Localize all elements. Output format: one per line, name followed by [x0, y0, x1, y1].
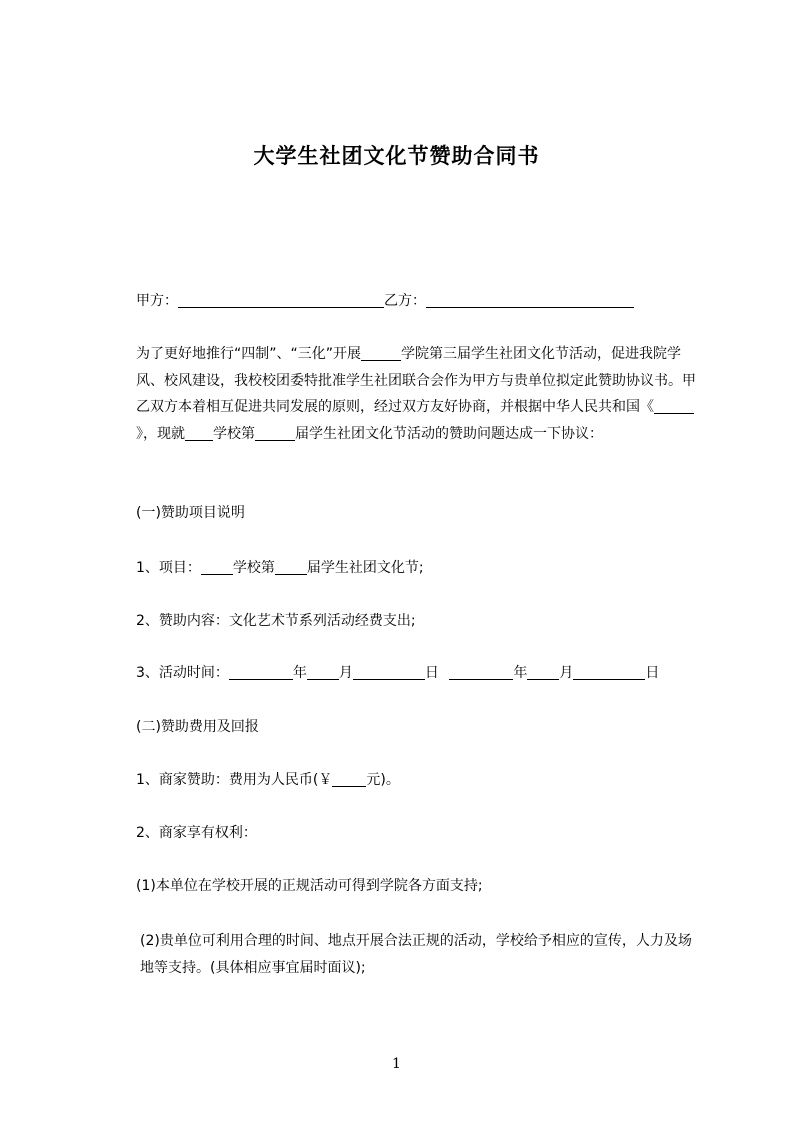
- sponsor-fee-label: 1、商家赞助：费用为人民币(￥: [136, 772, 333, 788]
- section1-item3: [136, 660, 659, 686]
- right-1: (1)本单位在学校开展的正规活动可得到学院各方面支持;: [136, 878, 483, 894]
- party-b-blank[interactable]: [426, 291, 634, 308]
- blank-start-month[interactable]: [307, 663, 339, 680]
- end-day-label: 日: [645, 665, 660, 681]
- start-day-label: 日: [424, 665, 439, 681]
- intro-text-3: 》，现就: [136, 425, 185, 442]
- blank-item-school[interactable]: [201, 558, 233, 575]
- intro-paragraph: [104, 341, 700, 447]
- intro-text-5: 届学生社团文化节活动的赞助问题达成一下协议：: [295, 425, 603, 442]
- end-month-label: 月: [559, 665, 574, 681]
- section1-item2: 2、赞助内容：文化艺术节系列活动经费支出;: [136, 613, 416, 629]
- blank-item-session[interactable]: [275, 558, 307, 575]
- party-a-blank[interactable]: [178, 291, 384, 308]
- blank-start-day[interactable]: [353, 663, 425, 680]
- section1-item1: [136, 555, 424, 581]
- blank-start-year[interactable]: [229, 663, 293, 680]
- intro-text-1: 为了更好地推行“四制”、“三化”开展: [136, 346, 362, 362]
- item1-text-c: 届学生社团文化节;: [306, 560, 424, 576]
- item1-label: 1、项目：: [136, 560, 201, 576]
- sponsor-fee-unit: 元)。: [366, 772, 400, 788]
- party-a-label: 甲方：: [136, 293, 178, 309]
- party-b-label: 乙方：: [384, 293, 426, 309]
- blank-amount[interactable]: [332, 770, 366, 787]
- start-year-label: 年: [292, 665, 307, 681]
- section2-heading: (二)赞助费用及回报: [136, 719, 259, 735]
- right-2: (2)贵单位可利用合理的时间、地点开展合法正规的活动，学校给予相应的宣传，人力及场地等支持。(具体相应事宜届时面议);: [140, 933, 692, 976]
- end-year-label: 年: [513, 665, 528, 681]
- section1-heading: (一)赞助项目说明: [136, 505, 245, 521]
- item1-text-b: 学校第: [232, 560, 275, 576]
- section2-item2: 2、商家享有权利：: [136, 825, 257, 841]
- blank-end-month[interactable]: [527, 663, 559, 680]
- intro-text-2: 学院第三届学生社团文化节活动，促进我院学风、校风建设，我校校团委特批准学生社团联合会作为甲方与贵单位拟定此赞助协议书。甲乙双方本着相互促进共同发展的原则，经过双方友好协商，并根据中华人民共和国《: [136, 346, 696, 415]
- section2-item1: [136, 767, 400, 793]
- intro-text-4: 学校第: [213, 425, 255, 442]
- right-2-paragraph: [104, 928, 700, 981]
- blank-session[interactable]: [255, 424, 295, 441]
- blank-end-day[interactable]: [573, 663, 645, 680]
- parties-line: [136, 288, 634, 314]
- blank-end-year[interactable]: [449, 663, 513, 680]
- item3-label: 3、活动时间：: [136, 665, 229, 681]
- page-number: 1: [392, 1056, 401, 1072]
- page-title: 大学生社团文化节赞助合同书: [253, 144, 540, 168]
- blank-school[interactable]: [185, 424, 213, 441]
- blank-law-name[interactable]: [654, 397, 694, 414]
- blank-college[interactable]: [361, 344, 401, 361]
- start-month-label: 月: [338, 665, 353, 681]
